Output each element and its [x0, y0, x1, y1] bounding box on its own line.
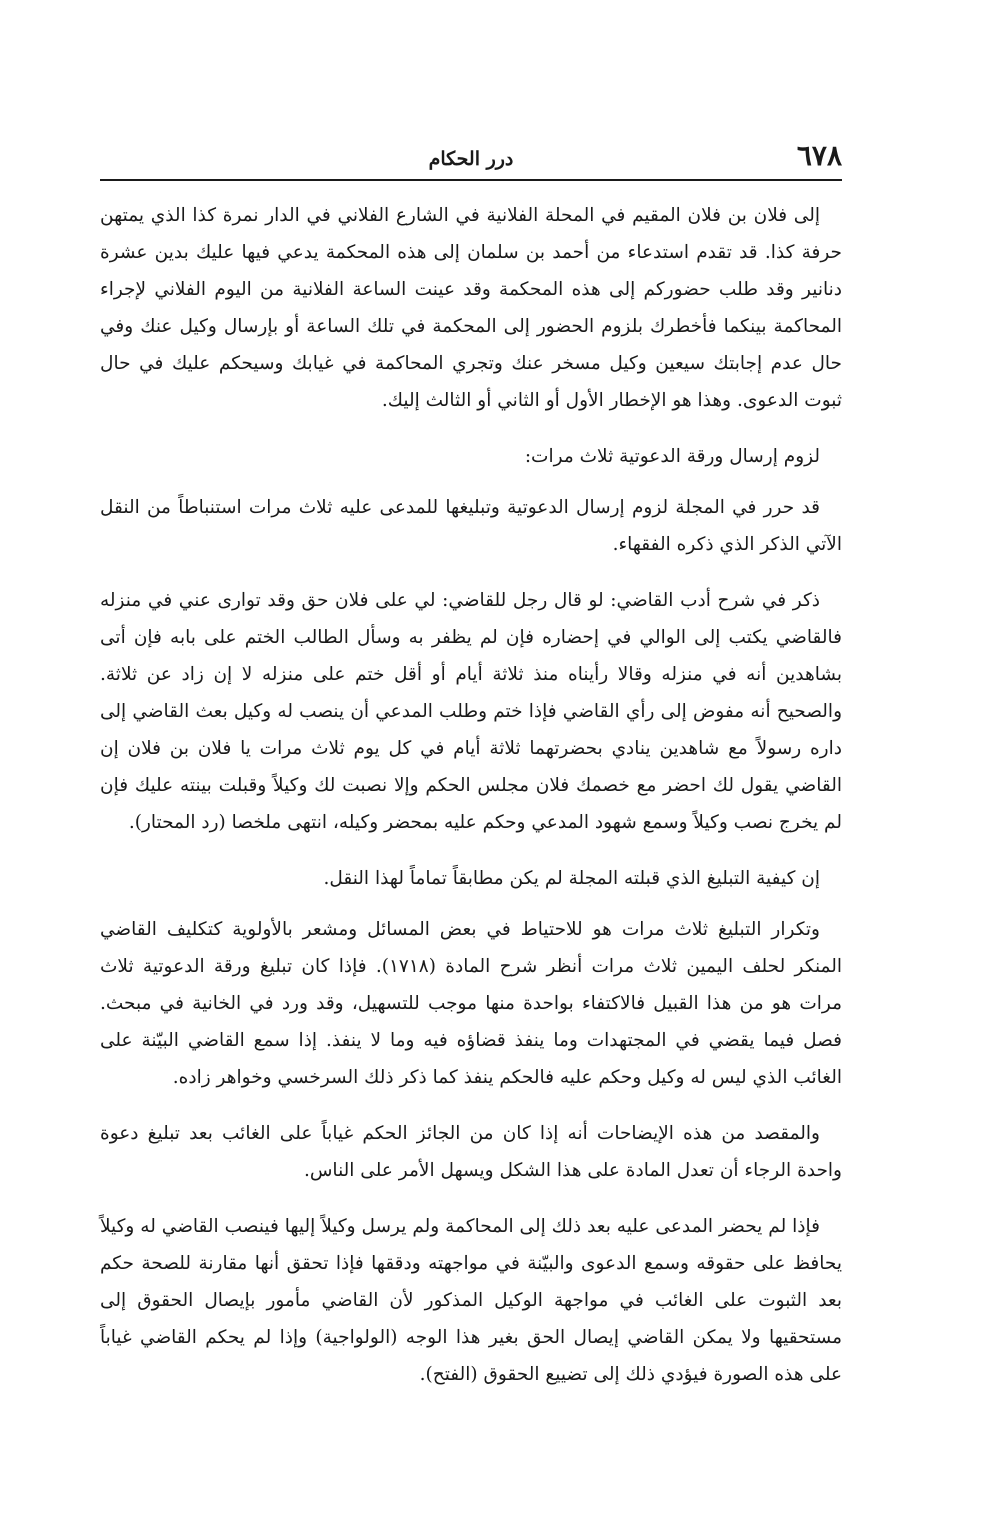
paragraph-repetition: وتكرار التبليغ ثلاث مرات هو للاحتياط في بعض المسائل ومشعر بالأولوية كتكليف القاضي المنكر لحلف اليمين ثلاث مرات أنظر شرح المادة (١٧١٨). فإذا كان تبليغ ورقة الدعوتية ثلاث مرات هو من هذا القبيل فالاكتفاء بواحدة منها موجب للتسهيل، وقد ورد في الخانية في مبحث. فصل فيما يقضي في المجتهدات وما ينفذ قضاؤه فيه وما لا ينفذ. إذا سمع القاضي البيّنة على الغائب الذي ليس له وكيل وحكم عليه فالحكم ينفذ كما ذكر ذلك السرخسي وخواهر زاده. [100, 919, 842, 1088]
paragraph-method-note: إن كيفية التبليغ الذي قبلته المجلة لم يكن مطابقاً تماماً لهذا النقل. [323, 868, 820, 889]
paragraph-purpose: والمقصد من هذه الإيضاحات أنه إذا كان من الجائز الحكم غياباً على الغائب بعد تبليغ دعوة واحدة الرجاء أن تعدل المادة على هذا الشكل ويسهل الأمر على الناس. [100, 1123, 842, 1181]
paragraph-summons-text: إلى فلان بن فلان المقيم في المحلة الفلانية في الشارع الفلاني في الدار نمرة كذا الذي يمتهن حرفة كذا. قد تقدم استدعاء من أحمد بن سلمان إلى هذه المحكمة يدعي فيها عليك بدين عشرة دنانير وقد طلب حضوركم إلى هذه المحكمة وقد عينت الساعة الفلانية من اليوم الفلاني لإجراء المحاكمة بينكما فأخطرك بلزوم الحضور إلى المحكمة في تلك الساعة أو بإرسال وكيل عنك وفي حال عدم إجابتك سيعين وكيل مسخر عنك وتجري المحاكمة في غيابك وسيحكم عليك في حال ثبوت الدعوى. وهذا هو الإخطار الأول أو الثاني أو الثالث إليك. [100, 205, 842, 411]
page-header [100, 135, 842, 179]
paragraph-adab-al-qadi: ذكر في شرح أدب القاضي: لو قال رجل للقاضي: لي على فلان حق وقد توارى عني في منزله فالقاضي يكتب إلى الوالي في إحضاره فإن لم يظفر به وسأل الطالب الختم على بابه فإن أتى بشاهدين أنه في منزله وقالا رأيناه منذ ثلاثة أيام أو أقل ختم على منزله لا إن زاد عن ثلاثة. والصحيح أنه مفوض إلى رأي القاضي فإذا ختم وطلب المدعي أن ينصب له وكيل بعث القاضي إلى داره رسولاً مع شاهدين ينادي بحضرتهما ثلاثة أيام في كل يوم ثلاث مرات يا فلان بن فلان إن القاضي يقول لك احضر مع خصمك فلان مجلس الحكم وإلا نصبت لك وكيلاً وقبلت بينته عليك فإن لم يخرج نصب وكيلاً وسمع شهود المدعي وحكم عليه بمحضر وكيله، انتهى ملخصا (رد المحتار). [100, 590, 842, 833]
document-page [100, 135, 842, 1412]
paragraph-heading-three-times: لزوم إرسال ورقة الدعوتية ثلاث مرات: [524, 446, 820, 467]
paragraph-agent-appointment: فإذا لم يحضر المدعى عليه بعد ذلك إلى المحاكمة ولم يرسل وكيلاً إليها فينصب القاضي له وكيلاً يحافظ على حقوقه وسمع الدعوى والبيّنة في مواجهته ودققها فإذا تحقق أنها مقارنة للصحة حكم بعد الثبوت على الغائب في مواجهة الوكيل المذكور لأن القاضي مأمور بإيصال الحقوق إلى مستحقيها ولا يمكن القاضي إيصال الحق بغير هذا الوجه (الولواجية) وإذا لم يحكم القاضي غياباً على هذه الصورة فيؤدي ذلك إلى تضييع الحقوق (الفتح). [100, 1216, 842, 1385]
page-number: ٦٧٨ [796, 139, 842, 172]
body-text [100, 181, 842, 1393]
paragraph-majalla-note: قد حرر في المجلة لزوم إرسال الدعوتية وتبليغها للمدعى عليه ثلاث مرات استنباطاً من النقل الآتي الذكر الذي ذكره الفقهاء. [100, 497, 842, 555]
running-title: درر الحكام [428, 148, 514, 170]
